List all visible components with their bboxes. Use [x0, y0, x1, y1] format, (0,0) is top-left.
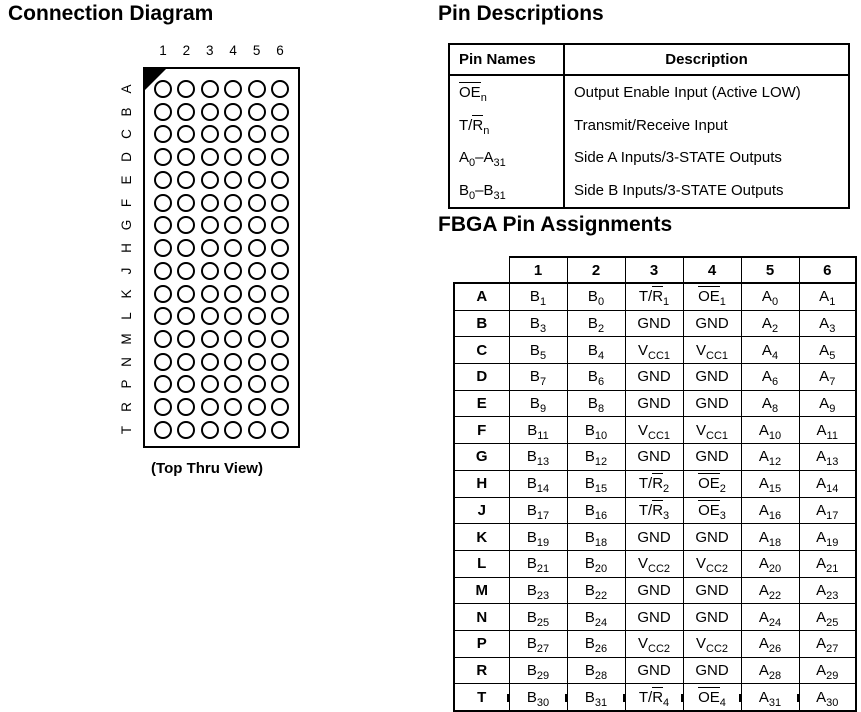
ball-pad: [154, 398, 172, 416]
fbga-row-label: J: [454, 497, 509, 524]
fbga-pin-cell: $V_{CC2}$: [625, 550, 683, 577]
pin-description-cell: Side B Inputs/3-STATE Outputs: [574, 181, 784, 199]
fbga-pin-cell: $B_9$: [509, 390, 567, 417]
ball-pad: [271, 239, 289, 257]
fbga-pin-cell: $A_{18}$: [741, 524, 799, 551]
fbga-pin-cell: $B_1$: [509, 283, 567, 310]
fbga-row-label: E: [454, 390, 509, 417]
ball-pad: [201, 330, 219, 348]
ball-pad: [177, 239, 195, 257]
ball-pad: [201, 103, 219, 121]
fbga-pin-assignments-title: FBGA Pin Assignments: [438, 213, 673, 236]
table-border-stub: [797, 694, 799, 702]
ball-column-label: 6: [276, 43, 284, 58]
fbga-pin-cell: GND: [683, 310, 741, 337]
ball-row-label: B: [119, 107, 134, 117]
ball-column-label: 2: [182, 43, 191, 58]
pin-name-cell: $B_0-B_{31}$: [449, 174, 564, 208]
ball-pad: [154, 262, 172, 280]
fbga-pin-cell: $A_{31}$: [741, 684, 799, 711]
fbga-row-label: F: [454, 417, 509, 444]
ball-pad: [224, 125, 242, 143]
fbga-row: [454, 364, 856, 391]
fbga-pin-cell: GND: [625, 657, 683, 684]
fbga-pin-cell: GND: [625, 444, 683, 471]
ball-pad: [201, 125, 219, 143]
fbga-pin-cell: $T/R_1$: [625, 283, 683, 310]
fbga-pin-cell: $T/R_2$: [625, 470, 683, 497]
package-outline: [143, 67, 300, 448]
fbga-pin-cell: $B_{12}$: [567, 444, 625, 471]
pin-name-cell: $A_0-A_{31}$: [449, 141, 564, 174]
ball-pad: [248, 148, 266, 166]
fbga-pin-cell: $B_{27}$: [509, 630, 567, 657]
pin-descriptions-table: [448, 43, 850, 209]
fbga-pin-cell: $A_9$: [799, 390, 856, 417]
ball-pad: [271, 125, 289, 143]
ball-pad: [154, 285, 172, 303]
fbga-row: [454, 550, 856, 577]
view-caption: (Top Thru View): [151, 460, 263, 477]
ball-pad: [224, 103, 242, 121]
ball-pad: [271, 80, 289, 98]
ball-pad: [271, 103, 289, 121]
ball-pad: [271, 375, 289, 393]
ball-pad: [177, 148, 195, 166]
ball-pad: [154, 80, 172, 98]
fbga-pin-cell: $B_0$: [567, 283, 625, 310]
table-border-stub: [681, 694, 683, 702]
ball-pad: [271, 194, 289, 212]
fbga-pin-cell: $B_{11}$: [509, 417, 567, 444]
ball-pad: [224, 262, 242, 280]
fbga-pin-cell: $A_{27}$: [799, 630, 856, 657]
ball-row-label: C: [119, 129, 134, 140]
fbga-pin-cell: $A_2$: [741, 310, 799, 337]
table-border-stub: [623, 694, 625, 702]
ball-pad: [224, 398, 242, 416]
table-border-stub: [565, 694, 567, 702]
ball-pad: [201, 307, 219, 325]
fbga-pin-cell: $A_4$: [741, 337, 799, 364]
ball-pad: [177, 353, 195, 371]
fbga-row: [454, 283, 856, 310]
fbga-row-label: C: [454, 337, 509, 364]
fbga-row-label: R: [454, 657, 509, 684]
ball-pad: [154, 421, 172, 439]
fbga-pin-cell: $OE_1$: [683, 283, 741, 310]
pin-names-header: Pin Names: [449, 44, 564, 75]
ball-row-label: R: [119, 402, 134, 413]
fbga-pin-cell: $V_{CC2}$: [683, 630, 741, 657]
ball-pad: [177, 171, 195, 189]
ball-pad: [248, 398, 266, 416]
fbga-pin-cell: GND: [683, 524, 741, 551]
ball-pad: [201, 194, 219, 212]
fbga-pin-cell: GND: [625, 577, 683, 604]
fbga-pin-cell: $A_{24}$: [741, 604, 799, 631]
fbga-row: [454, 630, 856, 657]
ball-pad: [201, 353, 219, 371]
fbga-column-header: 6: [799, 257, 856, 283]
fbga-pin-cell: $V_{CC1}$: [625, 417, 683, 444]
fbga-row-label: L: [454, 550, 509, 577]
ball-pad: [201, 239, 219, 257]
ball-pad: [177, 80, 195, 98]
fbga-pin-cell: $A_{23}$: [799, 577, 856, 604]
ball-pad: [248, 262, 266, 280]
fbga-pin-cell: $B_{17}$: [509, 497, 567, 524]
fbga-pin-cell: $A_{22}$: [741, 577, 799, 604]
connection-diagram-title: Connection Diagram: [8, 2, 214, 25]
ball-pad: [201, 171, 219, 189]
fbga-row-label: G: [454, 444, 509, 471]
fbga-pin-cell: $A_{28}$: [741, 657, 799, 684]
fbga-pin-cell: GND: [683, 444, 741, 471]
fbga-pin-cell: $A_{25}$: [799, 604, 856, 631]
ball-pad: [154, 239, 172, 257]
ball-pad: [224, 216, 242, 234]
ball-pad: [248, 80, 266, 98]
fbga-pin-cell: GND: [625, 604, 683, 631]
fbga-pin-cell: $A_{15}$: [741, 470, 799, 497]
ball-pad: [154, 330, 172, 348]
fbga-row: [454, 470, 856, 497]
ball-pad: [154, 353, 172, 371]
ball-pad: [224, 171, 242, 189]
description-header: Description: [564, 44, 849, 75]
fbga-pin-cell: $A_0$: [741, 283, 799, 310]
fbga-pin-cell: $B_{30}$: [509, 684, 567, 711]
fbga-pin-cell: $A_{14}$: [799, 470, 856, 497]
fbga-pin-cell: $B_{13}$: [509, 444, 567, 471]
ball-pad: [271, 421, 289, 439]
fbga-pin-cell: $B_{31}$: [567, 684, 625, 711]
ball-row-label: F: [119, 198, 134, 207]
fbga-pin-cell: $B_{19}$: [509, 524, 567, 551]
fbga-pin-cell: $A_{13}$: [799, 444, 856, 471]
pin-name-cell: $T/R_n$: [449, 109, 564, 142]
fbga-column-header: 5: [741, 257, 799, 283]
pin-description-cell: Side A Inputs/3-STATE Outputs: [574, 149, 782, 167]
fbga-pin-cell: $A_{11}$: [799, 417, 856, 444]
ball-pad: [201, 262, 219, 280]
ball-pad: [201, 80, 219, 98]
ball-pad: [248, 285, 266, 303]
ball-pad: [271, 262, 289, 280]
ball-row-label: K: [119, 289, 134, 299]
ball-pad: [177, 285, 195, 303]
ball-pad: [224, 285, 242, 303]
ball-row-label: G: [119, 220, 134, 231]
ball-row-label: L: [119, 312, 134, 321]
ball-pad: [201, 375, 219, 393]
ball-pad: [154, 148, 172, 166]
ball-pad: [177, 103, 195, 121]
ball-row-label: D: [119, 152, 134, 163]
ball-column-label: 5: [252, 43, 261, 58]
fbga-row-label: B: [454, 310, 509, 337]
fbga-pin-cell: GND: [683, 390, 741, 417]
fbga-column-header: 2: [567, 257, 625, 283]
fbga-pin-cell: $A_5$: [799, 337, 856, 364]
fbga-row: [454, 444, 856, 471]
fbga-pin-cell: GND: [625, 390, 683, 417]
fbga-row-label: T: [454, 684, 509, 711]
ball-pad: [271, 353, 289, 371]
fbga-row: [454, 310, 856, 337]
ball-pad: [224, 353, 242, 371]
ball-pad: [271, 398, 289, 416]
ball-row-label: A: [119, 84, 134, 94]
ball-pad: [224, 421, 242, 439]
fbga-row: [454, 657, 856, 684]
ball-pad: [248, 125, 266, 143]
ball-pad: [154, 103, 172, 121]
ball-pad: [177, 421, 195, 439]
fbga-pin-cell: $A_{10}$: [741, 417, 799, 444]
ball-pad: [271, 285, 289, 303]
fbga-row: [454, 577, 856, 604]
fbga-pin-cell: $OE_3$: [683, 497, 741, 524]
ball-pad: [224, 80, 242, 98]
fbga-pin-cell: $A_{17}$: [799, 497, 856, 524]
fbga-pin-cell: $A_{16}$: [741, 497, 799, 524]
ball-pad: [201, 148, 219, 166]
fbga-row: [454, 337, 856, 364]
pin-description-row: [449, 141, 849, 174]
ball-pad: [224, 194, 242, 212]
ball-row-label: E: [119, 175, 134, 185]
fbga-pin-cell: GND: [625, 364, 683, 391]
ball-pad: [224, 330, 242, 348]
pin-description-row: [449, 75, 849, 109]
ball-pad: [224, 239, 242, 257]
ball-pad: [154, 194, 172, 212]
fbga-pin-cell: $V_{CC1}$: [625, 337, 683, 364]
fbga-pin-cell: $V_{CC1}$: [683, 337, 741, 364]
fbga-pin-cell: $A_8$: [741, 390, 799, 417]
fbga-pin-cell: $B_{18}$: [567, 524, 625, 551]
fbga-pin-cell: $A_{19}$: [799, 524, 856, 551]
fbga-column-header: 1: [509, 257, 567, 283]
fbga-pin-cell: $B_{16}$: [567, 497, 625, 524]
fbga-pin-cell: GND: [625, 310, 683, 337]
fbga-pin-cell: $A_6$: [741, 364, 799, 391]
ball-pad: [154, 375, 172, 393]
fbga-pin-cell: $V_{CC1}$: [683, 417, 741, 444]
ball-row-label: P: [119, 379, 134, 389]
fbga-pin-cell: $A_{29}$: [799, 657, 856, 684]
fbga-pin-cell: $B_3$: [509, 310, 567, 337]
ball-pad: [154, 171, 172, 189]
ball-pad: [271, 330, 289, 348]
fbga-pin-cell: $B_4$: [567, 337, 625, 364]
fbga-pin-cell: $B_{29}$: [509, 657, 567, 684]
fbga-pin-cell: $A_{30}$: [799, 684, 856, 711]
fbga-pin-cell: $OE_4$: [683, 684, 741, 711]
fbga-row-label: P: [454, 630, 509, 657]
fbga-pin-cell: GND: [683, 364, 741, 391]
fbga-pin-cell: $A_{12}$: [741, 444, 799, 471]
fbga-pin-cell: $A_3$: [799, 310, 856, 337]
fbga-pin-cell: $B_{15}$: [567, 470, 625, 497]
fbga-pin-assignments-table: [453, 256, 857, 712]
ball-pad: [271, 148, 289, 166]
ball-pad: [201, 216, 219, 234]
fbga-pin-cell: $B_{24}$: [567, 604, 625, 631]
pin-name-cell: $OE_n$: [449, 75, 564, 109]
fbga-row: [454, 390, 856, 417]
ball-pad: [154, 216, 172, 234]
ball-pad: [224, 148, 242, 166]
ball-pad: [177, 375, 195, 393]
fbga-pin-cell: GND: [625, 524, 683, 551]
ball-pad: [201, 398, 219, 416]
fbga-row: [454, 604, 856, 631]
ball-pad: [248, 421, 266, 439]
fbga-pin-cell: $B_6$: [567, 364, 625, 391]
ball-pad: [248, 307, 266, 325]
fbga-pin-cell: $B_{25}$: [509, 604, 567, 631]
ball-row-label: T: [119, 425, 134, 435]
table-border-stub: [507, 694, 509, 702]
ball-pad: [248, 194, 266, 212]
ball-pad: [177, 194, 195, 212]
ball-pad: [154, 307, 172, 325]
ball-pad: [177, 330, 195, 348]
ball-pad: [248, 216, 266, 234]
fbga-row: [454, 684, 856, 711]
ball-pad: [177, 125, 195, 143]
fbga-pin-cell: $B_{26}$: [567, 630, 625, 657]
table-border-stub: [739, 694, 741, 702]
ball-pad: [224, 307, 242, 325]
ball-row-label: J: [119, 267, 134, 275]
ball-pad: [271, 307, 289, 325]
fbga-pin-cell: $B_7$: [509, 364, 567, 391]
fbga-pin-cell: $T/R_3$: [625, 497, 683, 524]
fbga-pin-cell: $B_{14}$: [509, 470, 567, 497]
fbga-pin-cell: $B_{23}$: [509, 577, 567, 604]
ball-pad: [224, 375, 242, 393]
fbga-pin-cell: $OE_2$: [683, 470, 741, 497]
ball-row-label: N: [119, 356, 134, 367]
fbga-column-header: 4: [683, 257, 741, 283]
ball-pad: [201, 421, 219, 439]
fbga-pin-cell: $B_{22}$: [567, 577, 625, 604]
ball-column-label: 3: [206, 43, 214, 58]
fbga-row-label: M: [454, 577, 509, 604]
pin-description-row: [449, 174, 849, 208]
ball-pad: [248, 353, 266, 371]
fbga-pin-cell: $A_1$: [799, 283, 856, 310]
ball-row-label: M: [119, 333, 134, 345]
fbga-row-label: K: [454, 524, 509, 551]
fbga-pin-cell: $B_8$: [567, 390, 625, 417]
ball-pad: [177, 307, 195, 325]
fbga-pin-cell: $B_5$: [509, 337, 567, 364]
fbga-pin-cell: $B_{10}$: [567, 417, 625, 444]
ball-pad: [248, 103, 266, 121]
fbga-column-header: 3: [625, 257, 683, 283]
fbga-row-label: A: [454, 283, 509, 310]
fbga-pin-cell: $B_{28}$: [567, 657, 625, 684]
ball-column-label: 1: [159, 43, 167, 58]
pin-description-row: [449, 109, 849, 142]
ball-pad: [177, 216, 195, 234]
ball-pad: [248, 330, 266, 348]
ball-pad: [177, 398, 195, 416]
ball-column-label: 4: [229, 43, 237, 58]
ball-pad: [271, 216, 289, 234]
fbga-pin-cell: $B_2$: [567, 310, 625, 337]
ball-pad: [154, 125, 172, 143]
ball-pad: [248, 239, 266, 257]
fbga-pin-cell: $B_{21}$: [509, 550, 567, 577]
pin-description-cell: Output Enable Input (Active LOW): [574, 83, 801, 101]
fbga-pin-cell: $A_{26}$: [741, 630, 799, 657]
fbga-row-label: H: [454, 470, 509, 497]
fbga-pin-cell: $B_{20}$: [567, 550, 625, 577]
fbga-pin-cell: $V_{CC2}$: [683, 550, 741, 577]
ball-row-label: H: [119, 243, 134, 253]
fbga-pin-cell: $A_7$: [799, 364, 856, 391]
fbga-pin-cell: GND: [683, 577, 741, 604]
fbga-pin-cell: $A_{21}$: [799, 550, 856, 577]
ball-pad: [248, 375, 266, 393]
fbga-pin-cell: GND: [683, 657, 741, 684]
fbga-row: [454, 524, 856, 551]
fbga-row: [454, 417, 856, 444]
pin-descriptions-title: Pin Descriptions: [438, 2, 604, 25]
fbga-pin-cell: $T/R_4$: [625, 684, 683, 711]
fbga-row: [454, 497, 856, 524]
ball-pad: [201, 285, 219, 303]
fbga-pin-cell: GND: [683, 604, 741, 631]
fbga-row-label: D: [454, 364, 509, 391]
fbga-corner-cell: [454, 257, 509, 283]
ball-pad: [271, 171, 289, 189]
fbga-row-label: N: [454, 604, 509, 631]
ball-pad: [177, 262, 195, 280]
ball-pad: [248, 171, 266, 189]
fbga-pin-cell: $A_{20}$: [741, 550, 799, 577]
pin-description-cell: Transmit/Receive Input: [574, 116, 728, 134]
fbga-pin-cell: $V_{CC2}$: [625, 630, 683, 657]
